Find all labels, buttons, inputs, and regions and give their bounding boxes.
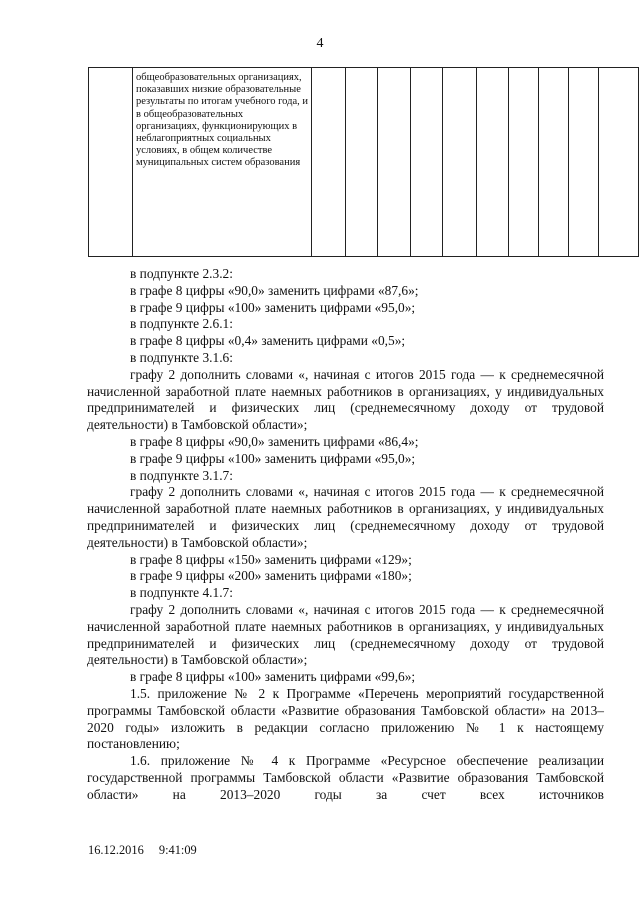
paragraph: в графе 8 цифры «90,0» заменить цифрами «86,4»;: [130, 433, 419, 449]
paragraph: в подпункте 4.1.7:: [130, 585, 233, 601]
paragraph: графу 2 дополнить словами «, начиная с итогов 2015 года — к среднемесячной начисленной заработной плате наемных работников в организациях, у индивидуальных предпринимателей и физических лиц (среднемесячному доходу от трудовой деятельности) в Тамбовской области»;: [87, 601, 604, 668]
paragraph: в подпункте 3.1.6:: [130, 349, 233, 365]
paragraph: в графе 8 цифры «100» заменить цифрами «99,6»;: [130, 669, 416, 685]
table-row: [89, 68, 639, 257]
table-cell: [509, 68, 539, 257]
indicator-table-fragment: [88, 67, 639, 257]
table-cell: [443, 68, 477, 257]
paragraph: в графе 9 цифры «200» заменить цифрами «180»;: [130, 568, 412, 584]
table-cell: [539, 68, 569, 257]
paragraph: в подпункте 3.1.7:: [130, 467, 233, 483]
table-cell: [89, 68, 133, 257]
paragraph: 1.6. приложение № 4 к Программе «Ресурсное обеспечение реализации государственной программы Тамбовской области «Развитие образования Тамбовской области» на 2013–2020 годы за счет всех источников: [87, 753, 604, 802]
table-cell: [378, 68, 411, 257]
table-cell: [569, 68, 599, 257]
paragraph: в подпункте 2.3.2:: [130, 266, 233, 281]
paragraph: в графе 8 цифры «150» заменить цифрами «129»;: [130, 551, 412, 567]
paragraph: в графе 8 цифры «0,4» заменить цифрами «0,5»;: [130, 333, 406, 349]
paragraph: в графе 8 цифры «90,0» заменить цифрами «87,6»;: [130, 282, 419, 298]
table-cell: [599, 68, 639, 257]
print-date: 16.12.2016: [88, 843, 144, 857]
paragraph: графу 2 дополнить словами «, начиная с итогов 2015 года — к среднемесячной начисленной заработной плате наемных работников в организациях, у индивидуальных предпринимателей и физических лиц (среднемесячному доходу от трудовой деятельности) в Тамбовской области»;: [87, 484, 604, 550]
table-cell-description: общеобразовательных организациях, показавших низкие образовательные результаты по итогам учебного года, и в общеобразовательных организациях, функционирующих в неблагоприятных социальных условиях, в общем количестве муниципальных систем образования: [133, 68, 312, 257]
table-cell: [346, 68, 378, 257]
paragraph: графу 2 дополнить словами «, начиная с итогов 2015 года — к среднемесячной начисленной заработной плате наемных работников в организациях, у индивидуальных предпринимателей и физических лиц (среднемесячному доходу от трудовой деятельности) в Тамбовской области»;: [87, 366, 604, 433]
paragraph: в подпункте 2.6.1:: [130, 316, 233, 332]
print-timestamp: [88, 843, 197, 858]
table-cell: [312, 68, 346, 257]
table-cell: [411, 68, 443, 257]
document-body: [87, 266, 604, 804]
paragraph: в графе 9 цифры «100» заменить цифрами «95,0»;: [130, 450, 416, 466]
paragraph: 1.5. приложение № 2 к Программе «Перечень мероприятий государственной программы Тамбовской области «Развитие образования Тамбовской области» на 2013–2020 годы» изложить в редакции согласно приложению № 1 к настоящему постановлению;: [87, 685, 604, 752]
table-cell: [477, 68, 509, 257]
print-time: 9:41:09: [158, 843, 197, 857]
page-number: 4: [316, 36, 324, 51]
paragraph: в графе 9 цифры «100» заменить цифрами «95,0»;: [130, 299, 416, 315]
